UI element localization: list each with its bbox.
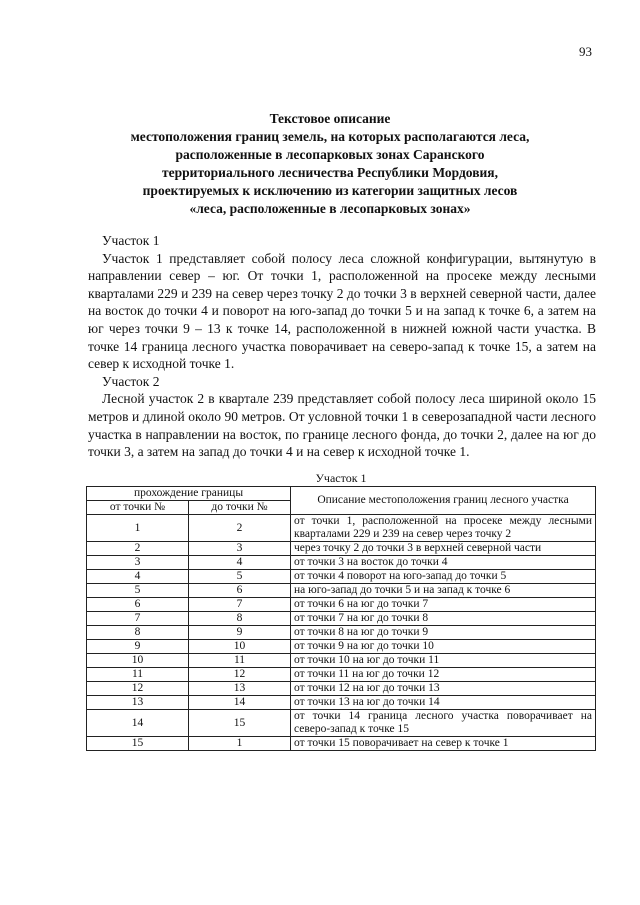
cell-description: через точку 2 до точки 3 в верхней северной части	[291, 542, 596, 556]
table-caption: Участок 1	[315, 471, 367, 485]
cell-to: 12	[189, 668, 291, 682]
cell-to: 13	[189, 682, 291, 696]
heading-line: проектируемых к исключению из категории защитных лесов	[142, 183, 518, 198]
cell-from: 11	[87, 668, 189, 682]
cell-to: 4	[189, 556, 291, 570]
cell-description: от точки 15 поворачивает на север к точке 1	[291, 737, 596, 751]
table-row	[87, 598, 596, 612]
cell-to: 3	[189, 542, 291, 556]
cell-to: 14	[189, 696, 291, 710]
cell-from: 9	[87, 640, 189, 654]
cell-description: от точки 3 на восток до точки 4	[291, 556, 596, 570]
table-row	[87, 612, 596, 626]
section-1-text: Участок 1 представляет собой полосу леса сложной конфигурации, вытянутую в направлении север – юг. От точки 1, расположенной на просеке между лесными кварталами 229 и 239 на север через точку 2 до точки 3 в верхней северной части, далее на восток до точки 4 и поворот на юго-запад до точки 5 и на запад к точке 6, а затем на юг через точки 9 – 13 к точке 14, расположенной в нижней южной части участка. В точке 14 граница лесного участка поворачивает на северо-запад к точке 15, а затем на север к исходной точке 1.	[88, 250, 596, 372]
table-row	[87, 556, 596, 570]
heading-line: Текстовое описание	[269, 111, 391, 126]
table-row	[87, 640, 596, 654]
cell-to: 1	[189, 737, 291, 751]
page-number: 93	[579, 44, 592, 59]
table-row	[87, 682, 596, 696]
cell-from: 6	[87, 598, 189, 612]
header-group: прохождение границы	[87, 487, 291, 501]
cell-description: от точки 4 поворот на юго-запад до точки 5	[291, 570, 596, 584]
cell-to: 11	[189, 654, 291, 668]
cell-from: 4	[87, 570, 189, 584]
cell-from: 5	[87, 584, 189, 598]
cell-to: 15	[189, 710, 291, 737]
table-row	[87, 542, 596, 556]
table-row	[87, 668, 596, 682]
table-row	[87, 515, 596, 542]
table-row	[87, 570, 596, 584]
heading-line: «леса, расположенные в лесопарковых зонах»	[189, 201, 471, 216]
cell-description: от точки 11 на юг до точки 12	[291, 668, 596, 682]
cell-description: от точки 1, расположенной на просеке между лесными кварталами 229 и 239 на север через точку 2	[291, 515, 596, 542]
cell-from: 3	[87, 556, 189, 570]
cell-to: 9	[189, 626, 291, 640]
cell-description: на юго-запад до точки 5 и на запад к точке 6	[291, 584, 596, 598]
section-2-text: Лесной участок 2 в квартале 239 представляет собой полосу леса шириной около 15 метров и длиной около 90 метров. От условной точки 1 в северозападной части лесного участка в направлении на восток, по границе лесного фонда, до точки 2, далее на юг до точки 3, а затем на запад до точки 4 и на север к исходной точке 1.	[88, 391, 596, 460]
cell-to: 5	[189, 570, 291, 584]
boundary-table	[86, 486, 596, 751]
section-1-title: Участок 1	[102, 233, 160, 248]
cell-from: 2	[87, 542, 189, 556]
cell-from: 10	[87, 654, 189, 668]
heading-line: местоположения границ земель, на которых располагаются леса,	[130, 129, 530, 144]
cell-from: 13	[87, 696, 189, 710]
cell-description: от точки 7 на юг до точки 8	[291, 612, 596, 626]
cell-from: 12	[87, 682, 189, 696]
table-row	[87, 584, 596, 598]
cell-description: от точки 12 на юг до точки 13	[291, 682, 596, 696]
table-row	[87, 654, 596, 668]
cell-to: 8	[189, 612, 291, 626]
table-row	[87, 696, 596, 710]
cell-to: 7	[189, 598, 291, 612]
cell-description: от точки 6 на юг до точки 7	[291, 598, 596, 612]
cell-from: 8	[87, 626, 189, 640]
section-2-title: Участок 2	[102, 373, 160, 389]
header-from: от точки №	[87, 501, 189, 515]
header-description: Описание местоположения границ лесного участка	[291, 487, 596, 515]
cell-to: 2	[189, 515, 291, 542]
cell-from: 1	[87, 515, 189, 542]
cell-from: 15	[87, 737, 189, 751]
document-body	[88, 232, 596, 461]
heading-line: расположенные в лесопарковых зонах Саранского	[175, 147, 485, 162]
table-row	[87, 626, 596, 640]
heading-line: территориального лесничества Республики Мордовия,	[162, 165, 498, 180]
header-to: до точки №	[189, 501, 291, 515]
cell-description: от точки 14 граница лесного участка поворачивает на северо-запад к точке 15	[291, 710, 596, 737]
cell-description: от точки 10 на юг до точки 11	[291, 654, 596, 668]
cell-description: от точки 8 на юг до точки 9	[291, 626, 596, 640]
cell-to: 10	[189, 640, 291, 654]
cell-from: 14	[87, 710, 189, 737]
document-heading	[60, 110, 600, 218]
table-row	[87, 710, 596, 737]
cell-to: 6	[189, 584, 291, 598]
cell-description: от точки 9 на юг до точки 10	[291, 640, 596, 654]
table-row	[87, 737, 596, 751]
cell-description: от точки 13 на юг до точки 14	[291, 696, 596, 710]
cell-from: 7	[87, 612, 189, 626]
